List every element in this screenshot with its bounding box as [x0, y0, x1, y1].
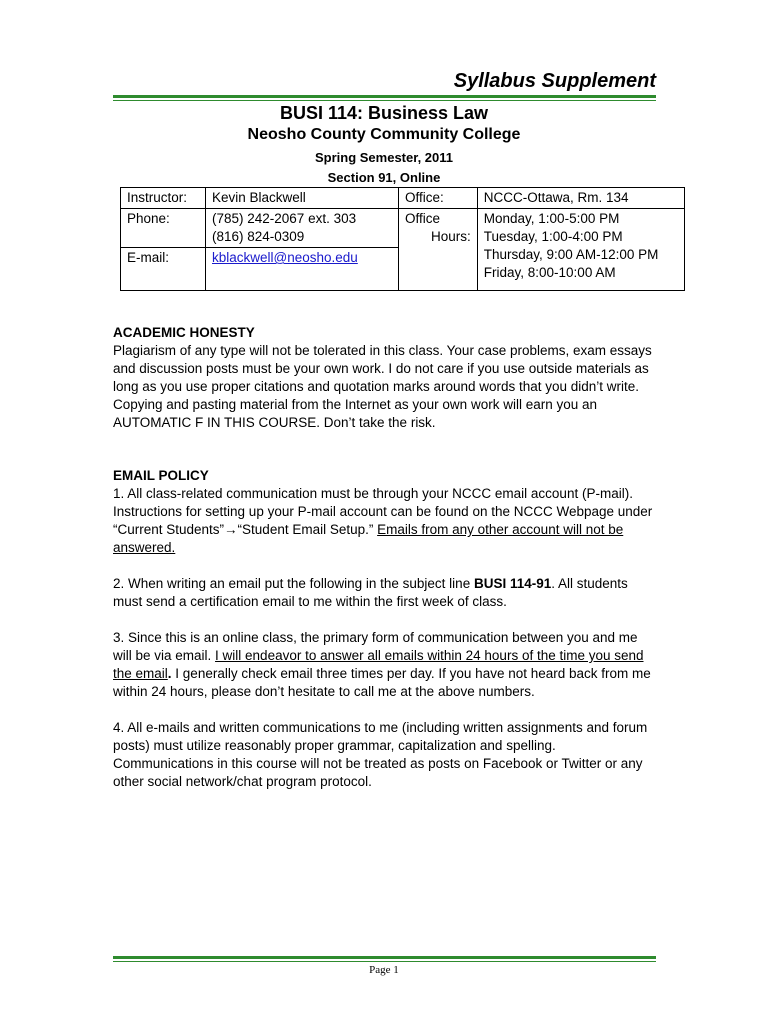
phone-label: Phone: [121, 209, 206, 248]
academic-honesty-text: Plagiarism of any type will not be tolerated in this class. Your case problems, exam essays and discussion posts must be your own work. I do not care if you use outside materials as long as you use proper citations and quotation marks around words that you didn’t write. Copying and pasting material from the Internet as your own work will earn you an AUTOMATIC F IN THIS COURSE. Don’t take the risk. [113, 343, 652, 430]
header-rule [113, 95, 656, 101]
email-policy-item-4: 4. All e-mails and written communications to me (including written assignments and forum posts) must utilize reasonably proper grammar, capitalization and spelling. Communications in this course will not be treated as posts on Facebook or Twitter or any other social network/chat program protocol. [113, 720, 648, 789]
office-label: Office: [399, 188, 478, 209]
email-policy-item-1: 1. All class-related communication must be through your NCCC email account (P-mail). Instructions for setting up your P-mail account can be found on the NCCC Webpage under “Current Students”→“Student Email Setup.” Emails from any other account will not be answered. [113, 486, 653, 555]
hours-tuesday: Tuesday, 1:00-4:00 PM [483, 229, 623, 244]
academic-honesty-section [113, 324, 658, 432]
email-label: E-mail: [121, 248, 206, 291]
academic-honesty-heading: ACADEMIC HONESTY [113, 325, 255, 340]
phone-number-1: (785) 242-2067 ext. 303 [212, 211, 357, 226]
office-value: NCCC-Ottawa, Rm. 134 [477, 188, 684, 209]
phone-values [206, 209, 399, 248]
semester: Spring Semester, 2011 [314, 150, 454, 165]
email-policy-item-2: 2. When writing an email put the following in the subject line BUSI 114-91. All students must send a certification email to me within the first week of class. [113, 576, 628, 609]
course-title: BUSI 114: Business Law [279, 103, 489, 123]
email-cell [206, 248, 399, 291]
office-hours-values [477, 209, 684, 291]
college-name: Neosho County Community College [247, 126, 521, 143]
hours-monday: Monday, 1:00-5:00 PM [483, 211, 620, 226]
page-number: Page 1 [369, 964, 399, 976]
email-link[interactable]: kblackwell@neosho.edu [212, 250, 358, 265]
instructor-value: Kevin Blackwell [206, 188, 399, 209]
instructor-info-table [120, 187, 685, 291]
supplement-title: Syllabus Supplement [453, 70, 656, 92]
instructor-label: Instructor: [121, 188, 206, 209]
hours-friday: Friday, 8:00-10:00 AM [483, 265, 616, 280]
email-policy-item-3: 3. Since this is an online class, the primary form of communication between you and me will be via email. I will endeavor to answer all emails within 24 hours of the time you send the email. I generally check email three times per day. If you have not heard back from me within 24 hours, please don’t hesitate to call me at the above numbers. [113, 630, 651, 699]
phone-number-2: (816) 824-0309 [212, 229, 305, 244]
hours-thursday: Thursday, 9:00 AM-12:00 PM [483, 247, 659, 262]
office-hours-label [399, 209, 478, 291]
section: Section 91, Online [327, 170, 441, 185]
email-policy-section [113, 467, 658, 791]
email-policy-heading: EMAIL POLICY [113, 468, 209, 483]
office-hours-label-line2: Hours: [431, 229, 471, 244]
arrow-icon: → [224, 522, 238, 537]
office-hours-label-line1: Office [405, 211, 441, 226]
footer-rule [113, 956, 656, 962]
